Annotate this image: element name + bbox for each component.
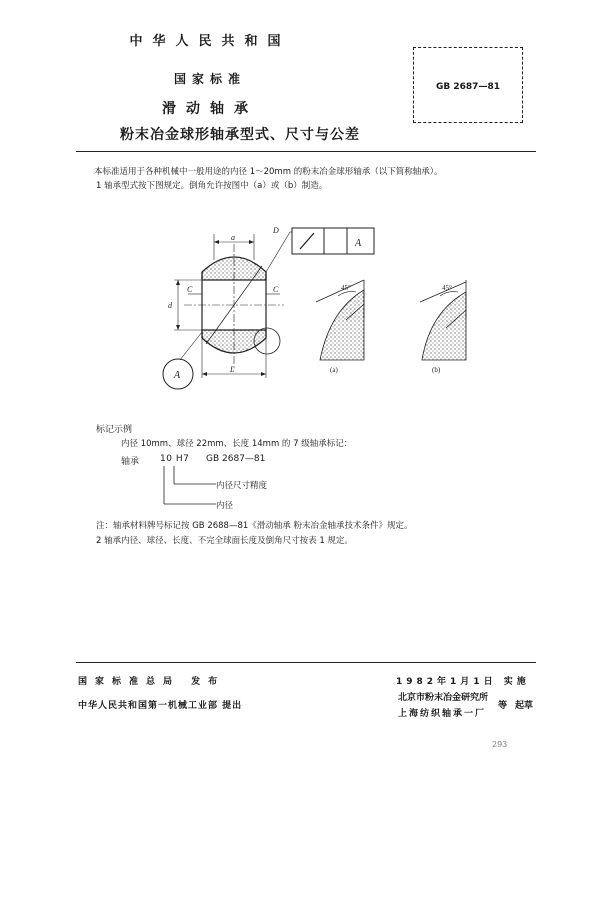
tolerance-frame <box>292 228 374 254</box>
caption-a: (a) <box>330 366 338 374</box>
diameter-D-label: D <box>273 226 279 235</box>
marking-code: 10 H7 <box>160 454 190 464</box>
drafter-1: 北京市粉末冶金研究所 <box>398 693 489 703</box>
document-subtitle: 粉末冶金球形轴承型式、尺寸与公差 <box>120 127 360 143</box>
datum-A-circle-label: A <box>174 370 181 381</box>
proposer: 中华人民共和国第一机械工业部 提出 <box>78 701 243 711</box>
standard-code: GB 2687—81 <box>436 82 500 92</box>
drafter-suffix: 起草 <box>515 701 534 711</box>
dim-L-label: L <box>230 365 235 374</box>
issuer: 国家标准总局 发布 <box>78 677 226 687</box>
drafter-2: 上海纺织轴承一厂 <box>398 709 487 719</box>
callout-tolerance: 内径尺寸精度 <box>216 481 268 491</box>
clause-1: 1 轴承型式按下图规定。倒角允许按图中（a）或（b）制造。 <box>96 181 328 191</box>
section-c-right: C <box>273 285 279 294</box>
standard-code-box <box>413 47 523 123</box>
dim-d-label: d <box>168 301 172 310</box>
standard-kind-heading: 国家标准 <box>173 72 246 86</box>
country-heading: 中华人民共和国 <box>129 34 291 49</box>
header-rule <box>76 151 536 152</box>
drafter-deng: 等 <box>498 701 508 711</box>
section-c-left: C <box>187 285 193 294</box>
marking-standard: GB 2687—81 <box>206 454 266 464</box>
angle-a-label: 45° <box>341 284 351 292</box>
marking-callout-lines <box>150 466 220 512</box>
marking-example-title: 标记示例 <box>96 425 133 435</box>
material-note: 注：轴承材料牌号标记按 GB 2688—81《滑动轴承 粉末冶金轴承技术条件》规定。 <box>96 521 413 531</box>
chamfer-detail-a <box>316 280 364 360</box>
footer-rule <box>76 662 536 663</box>
marking-description: 内径 10mm、球径 22mm、长度 14mm 的 7 级轴承标记： <box>121 439 353 449</box>
document-title: 滑动轴承 <box>162 101 258 117</box>
clause-2: 2 轴承内径、球径、长度、不完全球面长度及倒角尺寸按表 1 规定。 <box>96 536 353 546</box>
marking-label: 轴承 <box>121 457 140 467</box>
tolerance-datum: A <box>355 238 362 249</box>
caption-b: (b) <box>432 366 441 374</box>
angle-b-label: 45° <box>442 284 452 292</box>
chamfer-detail-b <box>420 280 466 360</box>
implementation-date: 1982年1月1日 实施 <box>396 677 530 687</box>
intro-paragraph: 本标准适用于各种机械中一般用途的内径 1～20mm 的粉末冶金球形轴承（以下简称轴承）。 <box>94 167 443 177</box>
page-number: 293 <box>492 740 508 749</box>
dim-a-label: a <box>231 233 235 242</box>
bearing-main-view <box>163 232 292 389</box>
callout-bore: 内径 <box>216 501 234 511</box>
bearing-drawing <box>150 220 490 390</box>
